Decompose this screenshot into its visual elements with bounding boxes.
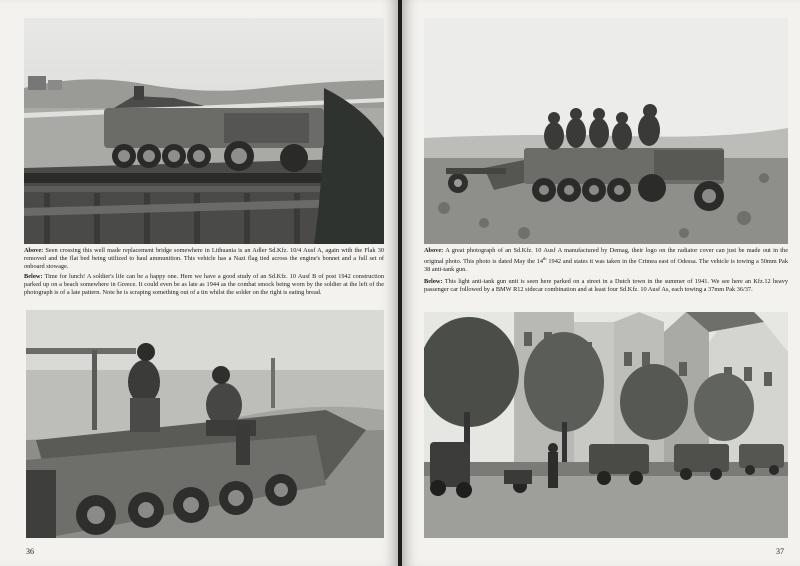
page-number-left: 36	[26, 547, 34, 556]
page-number-right: 37	[776, 547, 784, 556]
above-superscript: th	[543, 256, 547, 261]
right-page	[402, 0, 800, 566]
photo-dutch-town-street	[424, 312, 788, 538]
below-label: Below:	[424, 278, 443, 286]
left-page	[0, 0, 398, 566]
right-top-caption	[424, 247, 788, 296]
below-text: Time for lunch! A soldier's life can be a happy one. Here we have a good study of an Sd.Kfz. 10 Ausf B of post 1942 construction parked up on a beach somewhere in Greece. It could even be as late as 1944 as the combat smock being worn by the soldier at the left of the photograph is of a late pattern. Note he is scraping something out of a tin whilst the solder on the right is eating bread.	[24, 273, 384, 296]
below-label: Below:	[24, 273, 43, 280]
photo-halftrack-towing-pak38	[424, 18, 788, 244]
photo-halftrack-on-bridge	[24, 18, 384, 244]
above-label: Above:	[424, 247, 444, 254]
below-text: This light anti-tank gun unit is seen here parked on a street in a Dutch town in the summer of 1941. We see here an Kfz.12 heavy passenger car followed by a BMW R12 sidecar combination and at least four Sd.Kfz. 10 Ausf As, each towing a 37mm Pak 36/37.	[424, 278, 789, 294]
photo-soldiers-on-beach	[26, 310, 384, 538]
above-text-part2: 1942 and states it was taken in the Crimea east of Odessa. The vehicle is towing a 50mm Pak 38 anti-tank gun.	[424, 258, 788, 274]
above-text-part1: A great photograph of an Sd.Kfz. 10 Ausf A manufactured by Demag, their logo on the radiator cover can just be made out in the original photo. This photo is dated May the 14	[424, 247, 788, 266]
left-top-caption	[24, 247, 384, 299]
above-text: Seen crossing this well made replacement bridge somewhere in Lithuania is an Adler Sd.Kfz. 10/4 Ausf A, again with the Flak 30 removed and the flat bed being utilized to haul ammunition. This vehicle has a Nazi flag tied across the engine's bonnet and a full set of onboard stowage.	[24, 247, 385, 270]
above-label: Above:	[24, 247, 44, 254]
